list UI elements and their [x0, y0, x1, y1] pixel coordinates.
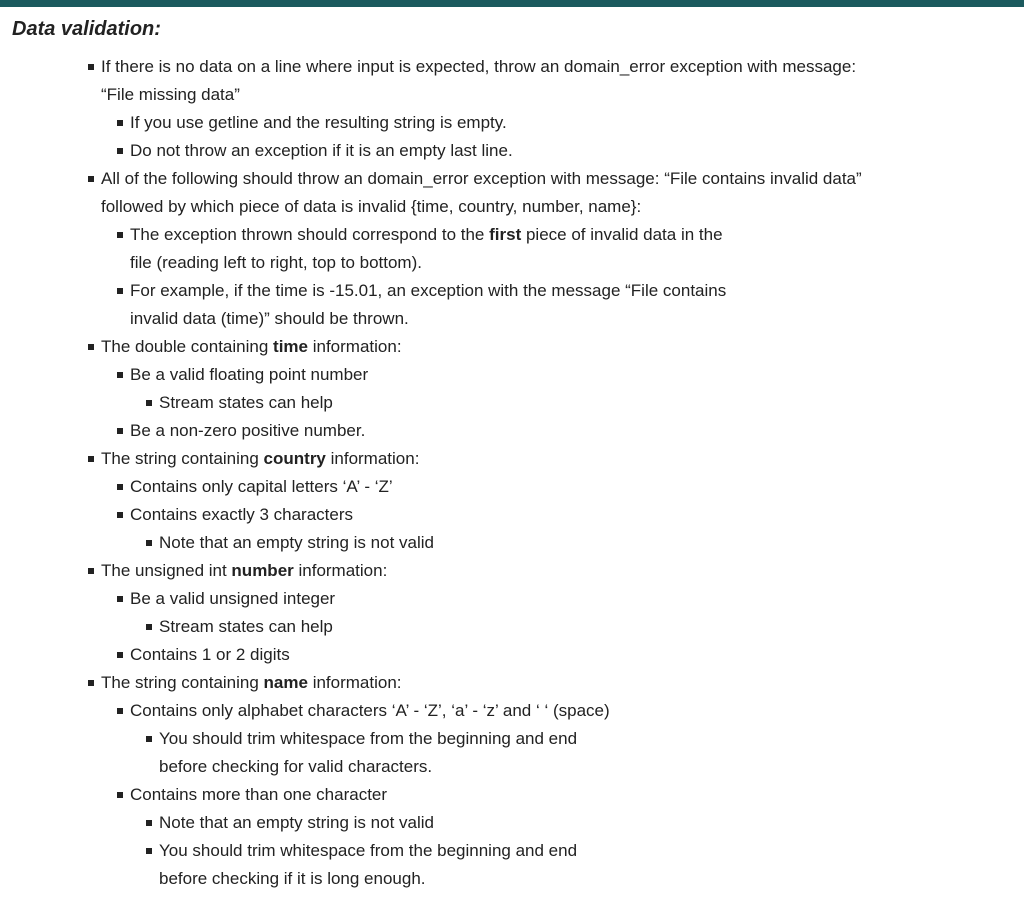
item-text: All of the following should throw an domain_error exception with message: “File contains invalid data” followed by which piece of data is invalid {time, country, number, name}: [101, 169, 862, 216]
item-text: Contains more than one character [130, 785, 388, 804]
sublist [130, 529, 744, 557]
bullet-icon [117, 708, 123, 714]
list-item [0, 613, 744, 641]
bullet-icon [117, 148, 123, 154]
list-item [0, 529, 744, 557]
bullet-icon [117, 792, 123, 798]
item-text: Contains only alphabet characters ‘A’ - ‘Z’, ‘a’ - ‘z’ and ‘ ‘ (space) [130, 701, 610, 720]
list-item [0, 361, 884, 417]
list-item [0, 585, 884, 641]
item-text-post: information: [293, 561, 388, 580]
item-text: Note that an empty string is not valid [159, 533, 434, 552]
list-item [0, 725, 744, 781]
list-item-name [0, 669, 1024, 893]
item-text: You should trim whitespace from the beginning and end before checking if it is long enough. [159, 841, 578, 888]
list-item [0, 389, 744, 417]
list-item [0, 781, 884, 893]
item-text: Be a valid floating point number [130, 365, 369, 384]
bullet-icon [146, 400, 152, 406]
sublist [101, 697, 884, 893]
list-item [0, 417, 884, 445]
item-text: For example, if the time is -15.01, an exception with the message “File contains invalid data (time)” should be thrown. [130, 281, 727, 328]
bullet-icon [117, 428, 123, 434]
item-text: Be a non-zero positive number. [130, 421, 366, 440]
sublist [101, 585, 884, 669]
list-item [0, 501, 884, 557]
item-text-bold: name [263, 673, 308, 692]
item-text-bold: time [273, 337, 308, 356]
bullet-icon [117, 484, 123, 490]
sublist [101, 473, 884, 557]
section-heading: Data validation: [12, 18, 161, 40]
list-item [0, 277, 884, 333]
item-text: Do not throw an exception if it is an empty last line. [130, 141, 513, 160]
item-text-pre: The string containing [101, 673, 264, 692]
list-item [0, 641, 884, 669]
top-accent-bar [0, 0, 1024, 7]
bullet-icon [117, 288, 123, 294]
bullet-icon [146, 820, 152, 826]
list-item [0, 473, 884, 501]
sublist [130, 613, 744, 641]
bullet-icon [146, 624, 152, 630]
item-text-pre: The unsigned int [101, 561, 232, 580]
list-item-time [0, 333, 1024, 445]
sublist [130, 809, 744, 893]
sublist [130, 725, 744, 781]
item-text-pre: The exception thrown should correspond to the [130, 225, 490, 244]
item-text: Be a valid unsigned integer [130, 589, 336, 608]
list-item-missing-data [0, 53, 1024, 165]
item-text-pre: The double containing [101, 337, 274, 356]
item-text-pre: The string containing [101, 449, 264, 468]
bullet-icon [88, 176, 94, 182]
validation-rules-list [0, 53, 1024, 893]
sublist [130, 389, 744, 417]
bullet-icon [88, 344, 94, 350]
item-text: Contains only capital letters ‘A’ - ‘Z’ [130, 477, 393, 496]
item-text: Stream states can help [159, 393, 333, 412]
item-text: Note that an empty string is not valid [159, 813, 434, 832]
sublist [101, 221, 884, 333]
list-item [0, 109, 884, 137]
item-text: If there is no data on a line where input is expected, throw an domain_error exception with message: “File missing data” [101, 57, 857, 104]
list-item-invalid-data [0, 165, 1024, 333]
list-item [0, 221, 884, 277]
list-item [0, 697, 884, 781]
bullet-icon [88, 64, 94, 70]
item-text-bold: number [231, 561, 294, 580]
item-text-post: information: [307, 673, 402, 692]
list-item-country [0, 445, 1024, 557]
bullet-icon [117, 596, 123, 602]
item-text-bold: first [489, 225, 522, 244]
item-text: Stream states can help [159, 617, 333, 636]
item-text: You should trim whitespace from the beginning and end before checking for valid characters. [159, 729, 578, 776]
item-text-post: information: [308, 337, 402, 356]
item-text-bold: country [263, 449, 326, 468]
bullet-icon [146, 736, 152, 742]
bullet-icon [117, 232, 123, 238]
sublist [101, 109, 884, 165]
item-text: Contains exactly 3 characters [130, 505, 353, 524]
bullet-icon [117, 372, 123, 378]
item-text: Contains 1 or 2 digits [130, 645, 290, 664]
bullet-icon [146, 540, 152, 546]
item-text-post: piece of invalid data in the file (reading left to right, top to bottom). [130, 225, 723, 272]
bullet-icon [117, 120, 123, 126]
bullet-icon [88, 568, 94, 574]
bullet-icon [117, 652, 123, 658]
list-item [0, 809, 744, 837]
bullet-icon [117, 512, 123, 518]
list-item-number [0, 557, 1024, 669]
bullet-icon [88, 456, 94, 462]
bullet-icon [88, 680, 94, 686]
list-item [0, 837, 744, 893]
bullet-icon [146, 848, 152, 854]
sublist [101, 361, 884, 445]
list-item [0, 137, 884, 165]
item-text-post: information: [325, 449, 420, 468]
item-text: If you use getline and the resulting string is empty. [130, 113, 507, 132]
